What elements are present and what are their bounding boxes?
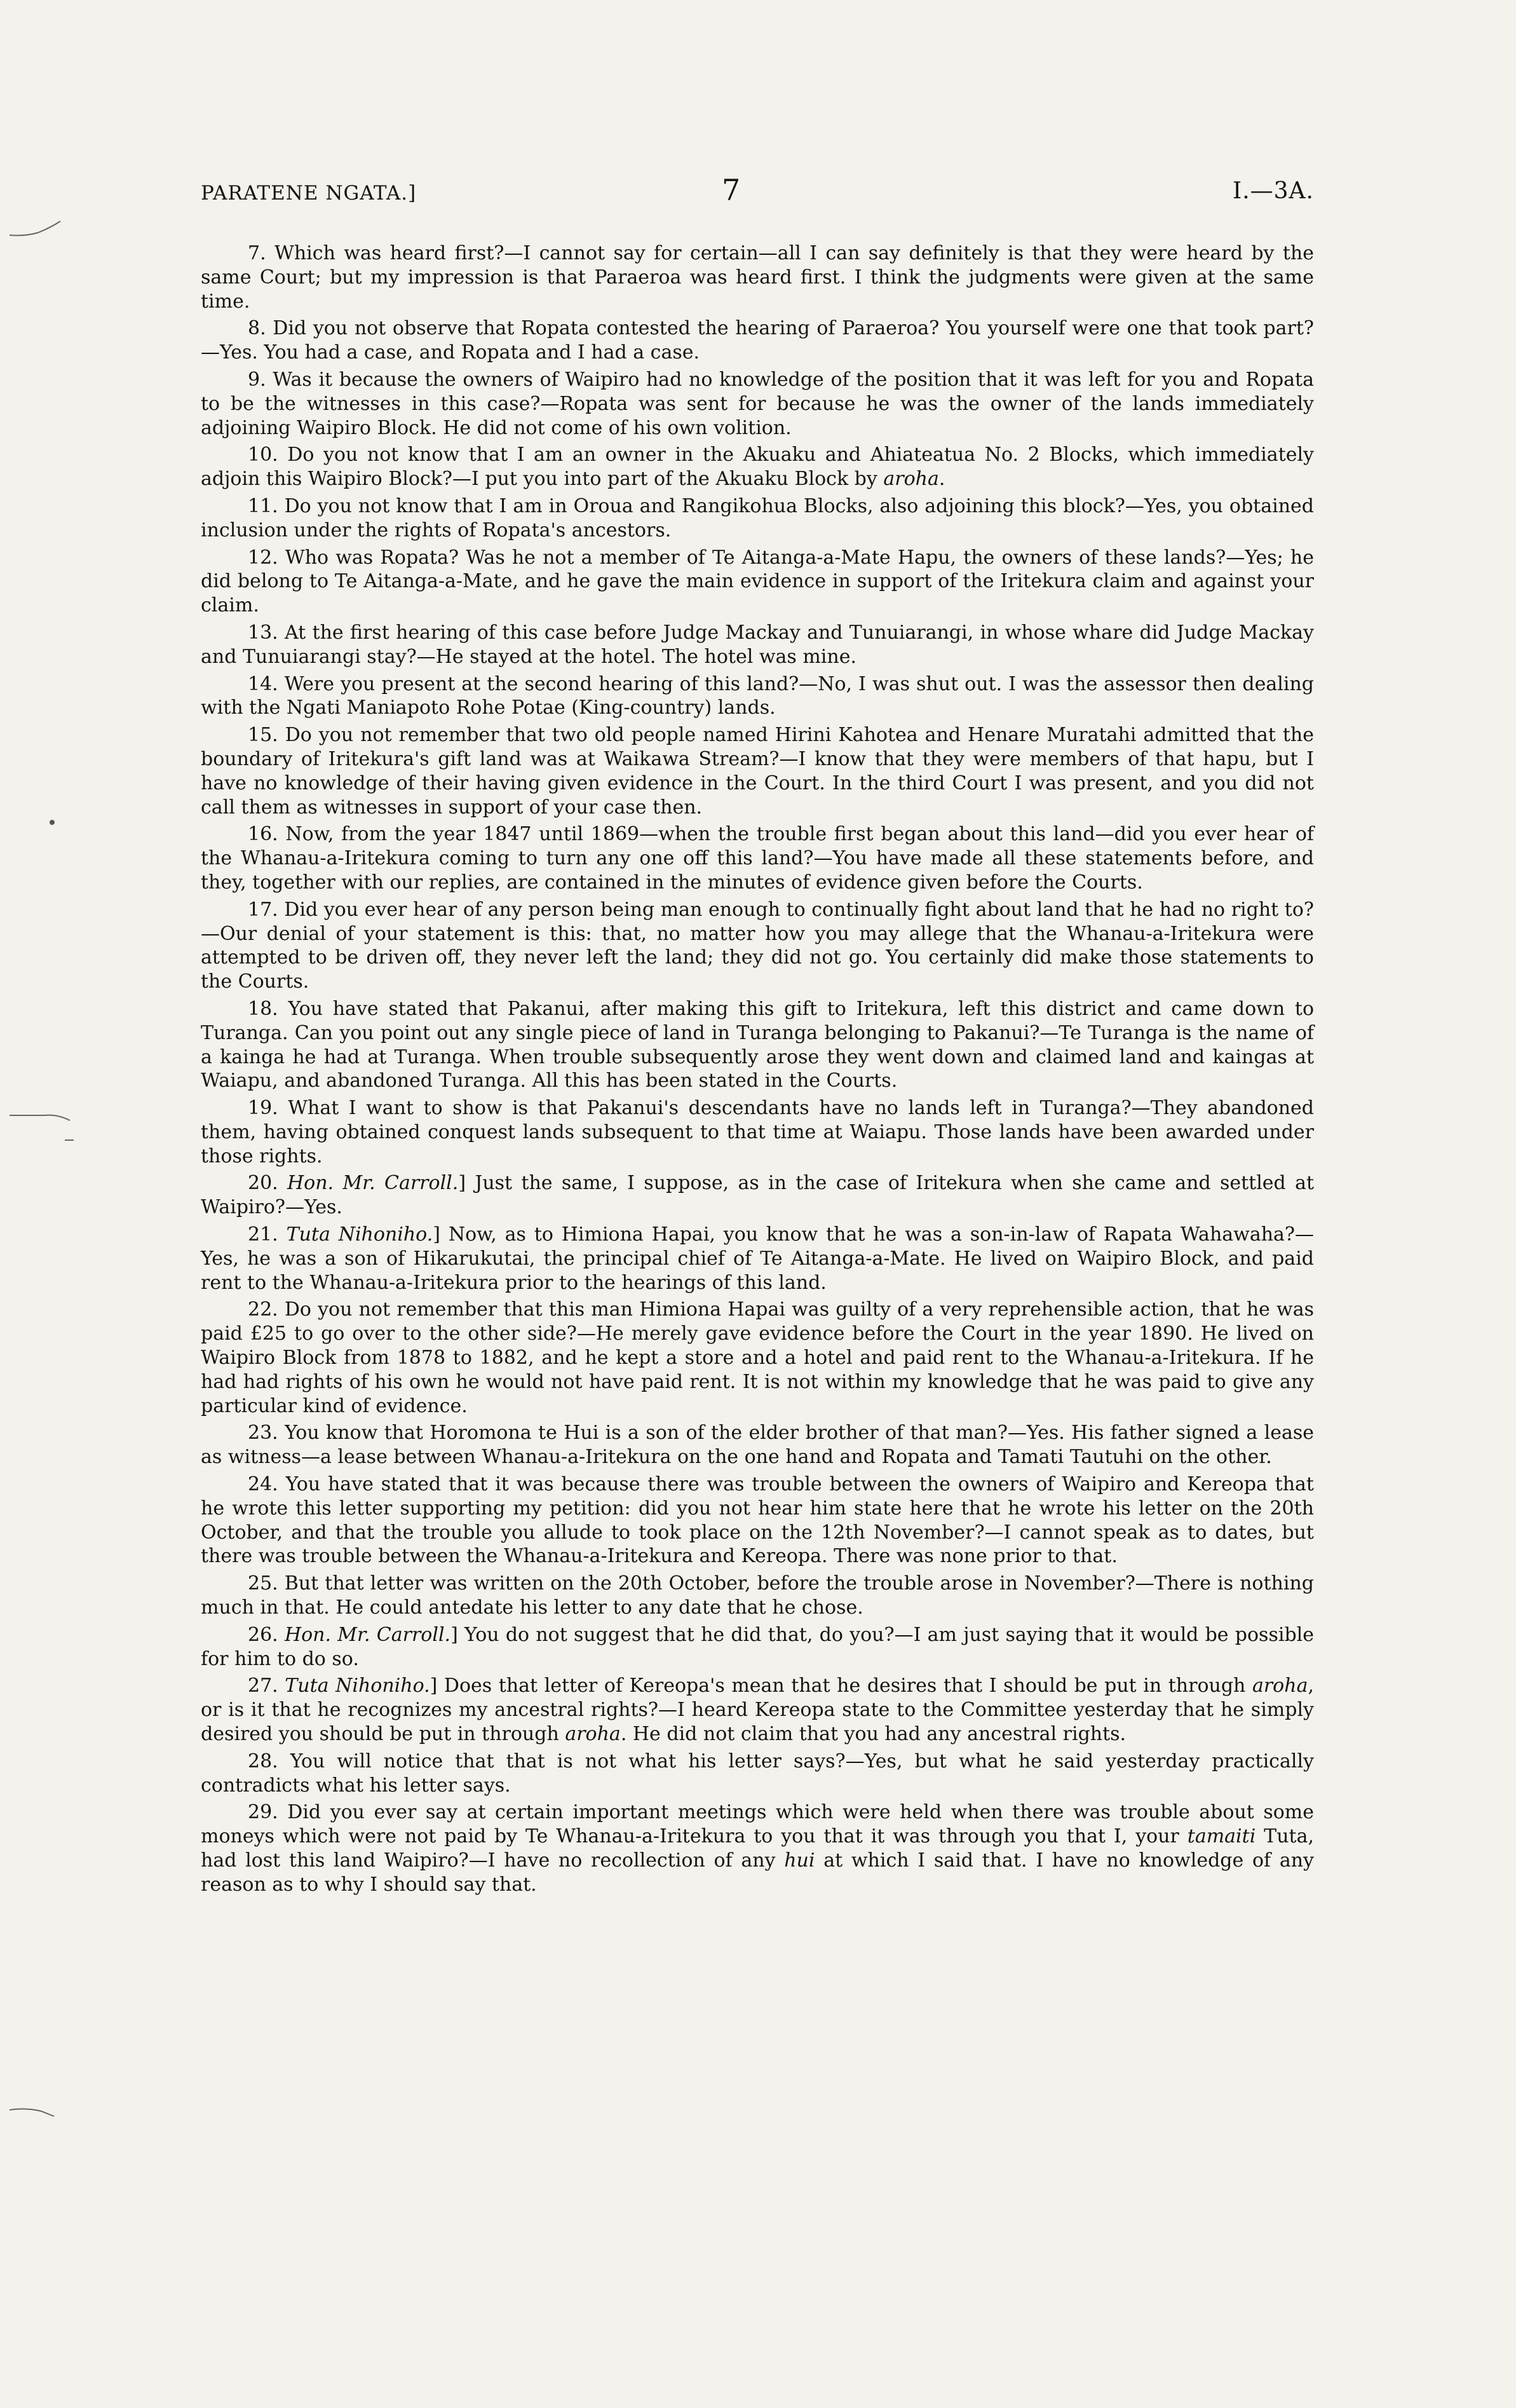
question-answer-paragraph [201, 1674, 1314, 1746]
question-answer-paragraph [201, 1171, 1314, 1220]
paragraph-number: 20. [248, 1172, 288, 1195]
paragraph-text: Were you present at the second hearing of this land?—No, I was shut out. I was the assessor then dealing with the Ngati Maniapoto Rohe Potae (King-country) lands. [201, 672, 1314, 719]
paragraph-number: 21. [248, 1223, 287, 1246]
question-answer-paragraph [201, 316, 1314, 365]
question-answer-paragraph [201, 1800, 1314, 1896]
question-answer-paragraph [201, 1223, 1314, 1295]
question-answer-paragraph [201, 1421, 1314, 1469]
paragraph-text: Did you ever hear of any person being man enough to continually fight about land that he had no right to?—Our denial of your statement is this: that, no matter how you may allege that the Whanau-a-Iritekura were attempted to be driven off, they never left the land; they did not go. You certainly did make those statements to the Courts. [201, 898, 1314, 993]
paragraph-text: Did you ever say at certain important meetings which were held when there was trouble about some moneys which were not paid by Te Whanau-a-Iritekura to you that it was through you that I, your [201, 1801, 1315, 1848]
question-answer-paragraph [201, 997, 1314, 1093]
paragraph-text: At the first hearing of this case before Judge Mackay and Tunuiarangi, in whose whare did Judge Mackay and Tunuiarangi stay?—He stayed at the hotel. The hotel was mine. [201, 621, 1314, 668]
paragraph-number: 11. [248, 494, 285, 517]
paragraph-text: ] You do not suggest that he did that, do you?—I am just saying that it would be possible for him to do so. [201, 1623, 1314, 1670]
margin-dot-1 [50, 820, 55, 825]
paragraph-text: Do you not know that I am in Oroua and Rangikohua Blocks, also adjoining this block?—Yes, you obtained inclusion under the rights of Ropata's ancestors. [201, 494, 1314, 541]
paragraph-number: 27. [248, 1675, 285, 1697]
paragraph-text: Do you not remember that two old people named Hirini Kahotea and Henare Muratahi admitted that the boundary of Iritekura's gift land was at Waikawa Stream?—I know that they were members of that hapu, but I have no knowledge of their having given evidence in the Court. In the third Court I was present, and you did not call them as witnesses in support of your case then. [201, 724, 1314, 819]
italic-text: aroha [565, 1723, 621, 1746]
page-header [201, 173, 1314, 211]
paragraph-number: 7. [248, 242, 275, 264]
question-answer-paragraph [201, 546, 1314, 618]
paragraph-text: You have stated that Pakanui, after making this gift to Iritekura, left this district and came down to Turanga. Can you point out any single piece of land in Turanga belonging to Pakanui?—Te Turanga is the name of a kainga he had at Turanga. When trouble subsequently arose they went down and claimed land and kaingas at Waiapu, and abandoned Turanga. All this has been stated in the Courts. [201, 997, 1314, 1092]
paragraph-text: Do you not know that I am an owner in the Akuaku and Ahiateatua No. 2 Blocks, which immediately adjoin this Waipiro Block?—I put you into part of the Akuaku Block by [201, 444, 1314, 491]
paragraph-text: Which was heard first?—I cannot say for certain—all I can say definitely is that they were heard by the same Court; but my impression is that Paraeroa was heard first. I think the judgments were given at the same time. [201, 242, 1314, 313]
paragraph-number: 28. [248, 1750, 290, 1772]
question-answer-paragraph [201, 368, 1314, 440]
paragraph-number: 18. [248, 997, 288, 1020]
paragraph-text: Now, from the year 1847 until 1869—when the trouble first began about this land—did you ever hear of the Whanau-a-Iritekura coming to turn any one off this land?—You have made all these statements before, and they, together with our replies, are contained in the minutes of evidence given before the Courts. [201, 823, 1314, 894]
question-answer-paragraph [201, 822, 1314, 894]
question-answer-paragraph [201, 443, 1314, 491]
paragraph-text: ] Does that letter of Kereopa's mean that he desires that I should be put in through [430, 1675, 1252, 1697]
paragraph-text: Do you not remember that this man Himiona Hapai was guilty of a very reprehensible action, that he was paid £25 to go over to the other side?—He merely gave evidence before the Court in the year 1890. He lived on Waipiro Block from 1878 to 1882, and he kept a store and a hotel and paid rent to the Whanau-a-Iritekura. If he had had rights of his own he would not have paid rent. It is not within my knowledge that he was paid to give any particular kind of evidence. [201, 1298, 1315, 1417]
paragraph-number: 17. [248, 898, 285, 921]
question-answer-paragraph [201, 1750, 1314, 1798]
question-answer-paragraph [201, 1572, 1314, 1620]
question-answer-paragraph [201, 1623, 1314, 1671]
italic-text: Hon. Mr. Carroll. [287, 1172, 459, 1195]
margin-dash [65, 1139, 74, 1141]
page-number: 7 [722, 173, 741, 207]
question-answer-paragraph [201, 494, 1314, 543]
paragraph-text: Did you not observe that Ropata contested the hearing of Paraeroa? You yourself were one that took part?—Yes. You had a case, and Ropata and I had a case. [201, 317, 1314, 364]
italic-text: tamaiti [1187, 1825, 1256, 1848]
paragraph-number: 9. [248, 368, 273, 391]
paragraph-number: 23. [248, 1422, 285, 1445]
italic-text: Tuta Nihoniho. [285, 1675, 430, 1697]
paragraph-number: 13. [248, 621, 285, 644]
header-document-reference: I.—3A. [1232, 178, 1314, 204]
paragraph-text: You will notice that that is not what his letter says?—Yes, but what he said yesterday practically contradicts what his letter says. [201, 1750, 1314, 1797]
paragraph-number: 19. [248, 1097, 288, 1120]
paragraph-text: ] Now, as to Himiona Hapai, you know that he was a son-in-law of Rapata Wahawaha?—Yes, he was a son of Hikarukutai, the principal chief of Te Aitanga-a-Mate. He lived on Waipiro Block, and paid rent to the Whanau-a-Iritekura prior to the hearings of this land. [201, 1223, 1315, 1294]
margin-mark-middle [6, 1103, 76, 1128]
question-answer-paragraph [201, 723, 1314, 819]
paragraph-number: 29. [248, 1801, 288, 1824]
paragraph-text: . [938, 468, 945, 491]
italic-text: Tuta Nihoniho. [286, 1223, 433, 1246]
paragraph-text: at which I said that. I have no knowledge of any reason as to why I should say that. [201, 1849, 1314, 1896]
paragraph-text: Who was Ropata? Was he not a member of Te Aitanga-a-Mate Hapu, the owners of these lands?—Yes; he did belong to Te Aitanga-a-Mate, and he gave the main evidence in support of the Iritekura claim and against your claim. [201, 546, 1315, 617]
italic-text: hui [784, 1849, 815, 1872]
paragraph-text: ] Just the same, I suppose, as in the case of Iritekura when she came and settled at Waipiro?—Yes. [201, 1172, 1315, 1219]
paragraph-number: 12. [248, 546, 285, 569]
question-answer-paragraph [201, 672, 1314, 721]
paragraph-number: 16. [248, 823, 286, 846]
paragraph-text: . He did not claim that you had any ancestral rights. [620, 1723, 1127, 1746]
header-running-title: PARATENE NGATA.] [201, 182, 417, 205]
margin-mark-bottom [6, 2097, 64, 2123]
paragraph-text: Tuta, had lost this land Waipiro?—I have no recollection of any [201, 1825, 1314, 1872]
body-text [201, 241, 1314, 1900]
paragraph-number: 24. [248, 1473, 286, 1496]
paragraph-number: 14. [248, 672, 285, 695]
paragraph-number: 8. [248, 317, 273, 340]
question-answer-paragraph [201, 241, 1314, 313]
question-answer-paragraph [201, 1298, 1314, 1418]
paragraph-number: 26. [248, 1623, 285, 1646]
paragraph-number: 10. [248, 444, 288, 466]
question-answer-paragraph [201, 1096, 1314, 1168]
italic-text: aroha [1252, 1675, 1308, 1697]
paragraph-text: What I want to show is that Pakanui's descendants have no lands left in Turanga?—They abandoned them, having obtained conquest lands subsequent to that time at Waiapu. Those lands have been awarded under those rights. [201, 1097, 1315, 1167]
paragraph-text: You have stated that it was because there was trouble between the owners of Waipiro and Kereopa that he wrote this letter supporting my petition: did you not hear him state here that he wrote his letter on the 20th October, and that the trouble you allude to took place on the 12th November?—I cannot speak as to dates, but there was trouble between the Whanau-a-Iritekura and Kereopa. There was none prior to that. [201, 1473, 1314, 1568]
question-answer-paragraph [201, 1473, 1314, 1568]
paragraph-number: 15. [248, 724, 285, 747]
paragraph-number: 22. [248, 1298, 285, 1321]
paragraph-text: , or is it that he recognizes my ancestral rights?—I heard Kereopa state to the Committee yesterday that he simply desired you should be put in through [201, 1675, 1314, 1746]
italic-text: aroha [883, 468, 939, 491]
question-answer-paragraph [201, 898, 1314, 994]
paragraph-text: Was it because the owners of Waipiro had no knowledge of the position that it was left for you and Ropata to be the witnesses in this case?—Ropata was sent for because he was the owner of the lands immediately adjoining Waipiro Block. He did not come of his own volition. [201, 368, 1315, 439]
margin-mark-top [6, 216, 64, 241]
question-answer-paragraph [201, 621, 1314, 669]
paragraph-text: But that letter was written on the 20th October, before the trouble arose in November?—There is nothing much in that. He could antedate his letter to any date that he chose. [201, 1572, 1314, 1619]
paragraph-text: You know that Horomona te Hui is a son of the elder brother of that man?—Yes. His father signed a lease as witness—a lease between Whanau-a-Iritekura on the one hand and Ropata and Tamati Tautuhi on the other. [201, 1422, 1315, 1469]
paragraph-number: 25. [248, 1572, 285, 1595]
italic-text: Hon. Mr. Carroll. [284, 1623, 451, 1646]
